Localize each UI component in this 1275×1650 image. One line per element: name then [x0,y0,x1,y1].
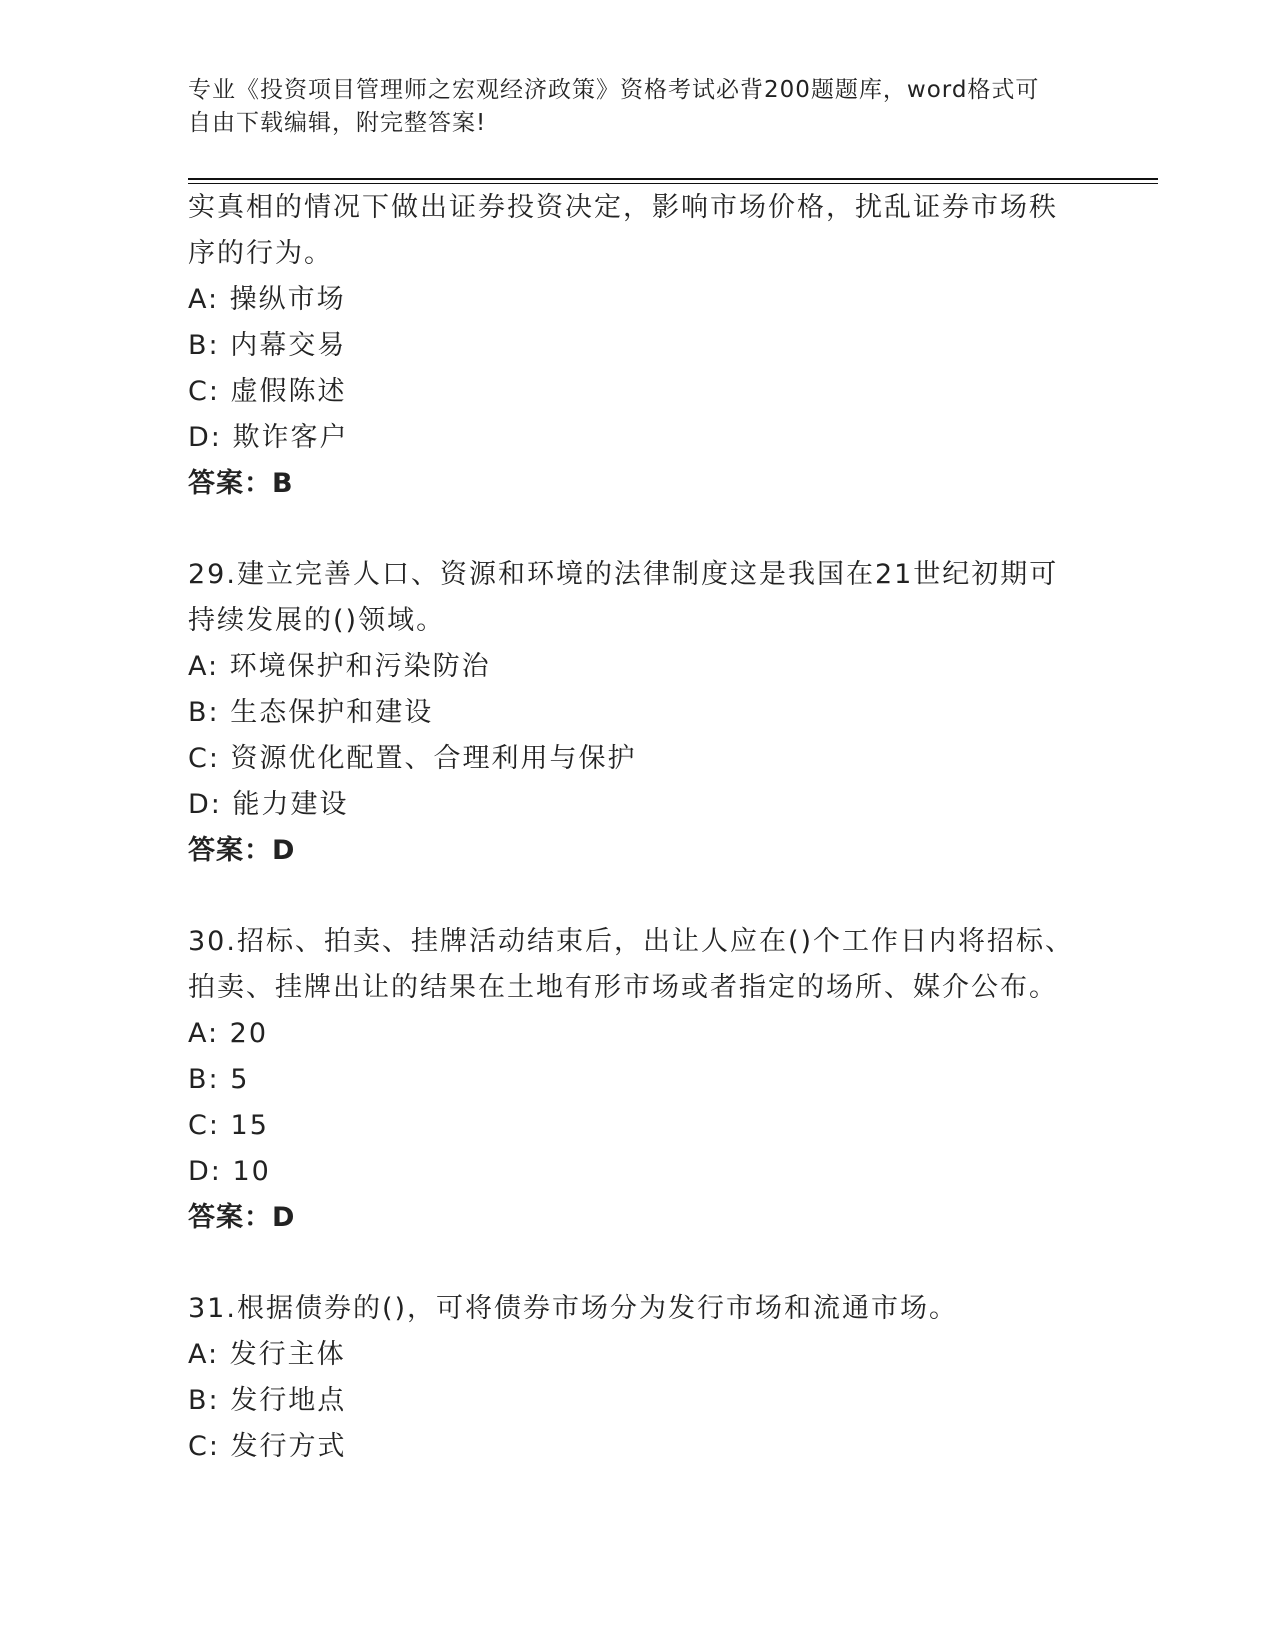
option-b: B: 内幕交易 [188,330,347,361]
question-stem-line: 拍卖、挂牌出让的结果在土地有形市场或者指定的场所、媒介公布。 [188,972,1058,1003]
answer-label: 答案：B [188,468,294,499]
header-rule-thick [188,178,1158,180]
option-a: A: 环境保护和污染防治 [188,651,491,682]
option-b: B: 生态保护和建设 [188,697,434,728]
question-30 [188,919,1088,1241]
question-28-continued [188,185,1088,507]
question-stem-line: 30.招标、拍卖、挂牌活动结束后，出让人应在()个工作日内将招标、 [188,926,1075,957]
option-b: B: 发行地点 [188,1385,347,1416]
option-a: A: 操纵市场 [188,284,346,315]
header-title-line-1: 专业《投资项目管理师之宏观经济政策》资格考试必背200题题库，word格式可 [188,77,1040,103]
question-stem-line: 序的行为。 [188,238,333,269]
option-d: D: 10 [188,1156,271,1187]
option-c: C: 发行方式 [188,1431,347,1462]
option-a: A: 20 [188,1018,269,1049]
question-31 [188,1286,1088,1470]
question-29 [188,552,1088,874]
question-stem-line: 29.建立完善人口、资源和环境的法律制度这是我国在21世纪初期可 [188,559,1059,590]
header-title-line-2: 自由下载编辑，附完整答案! [188,110,487,136]
document-header [188,74,1068,140]
option-a: A: 发行主体 [188,1339,346,1370]
option-c: C: 15 [188,1110,269,1141]
answer-label: 答案：D [188,835,296,866]
header-rule-thin [188,183,1158,184]
option-c: C: 虚假陈述 [188,376,347,407]
question-stem-line: 持续发展的()领域。 [188,605,446,636]
question-stem-line: 实真相的情况下做出证券投资决定，影响市场价格，扰乱证券市场秩 [188,192,1058,223]
option-b: B: 5 [188,1064,250,1095]
answer-label: 答案：D [188,1202,296,1233]
option-d: D: 欺诈客户 [188,422,349,453]
option-d: D: 能力建设 [188,789,349,820]
option-c: C: 资源优化配置、合理利用与保护 [188,743,637,774]
question-stem-line: 31.根据债券的()，可将债券市场分为发行市场和流通市场。 [188,1293,959,1324]
